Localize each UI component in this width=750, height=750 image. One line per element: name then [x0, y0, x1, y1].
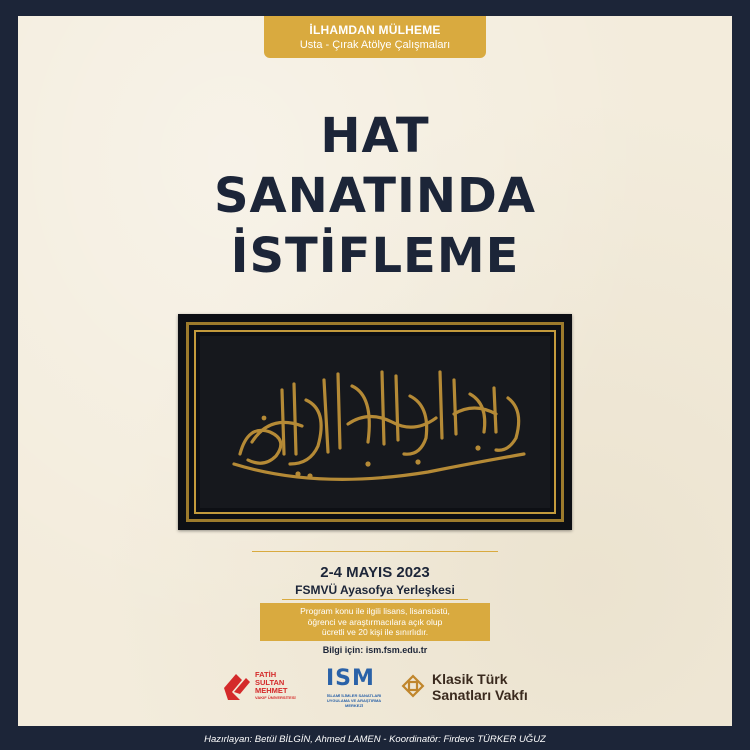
- event-date: 2-4 MAYIS 2023: [320, 564, 430, 581]
- ktsv-line-2: Sanatları Vakfı: [432, 687, 528, 703]
- fsmvu-line-3: MEHMET: [255, 686, 288, 695]
- ktsv-logo: [398, 664, 538, 708]
- credits-footer: Hazırlayan: Betül BİLGİN, Ahmed LAMEN - Koordinatör: Firdevs TÜRKER UĞUZ: [204, 734, 546, 745]
- fsmvu-logo: [222, 664, 312, 708]
- badge-subtitle: Usta - Çırak Atölye Çalışmaları: [299, 39, 451, 51]
- divider-bottom: [282, 599, 468, 600]
- badge-title: İLHAMDAN MÜLHEME: [309, 23, 441, 37]
- logo-row: [0, 664, 750, 708]
- title-line-3: İSTİFLEME: [230, 228, 520, 284]
- title-line-1: HAT: [320, 108, 430, 164]
- ktsv-emblem-icon: [398, 670, 428, 702]
- note-line-1: Program konu ile ilgili lisans, lisansüstü,: [300, 606, 450, 616]
- ism-mark: ISM: [326, 666, 375, 691]
- ism-line-2: UYGULAMA VE ARAŞTIRMA MERKEZİ: [326, 698, 382, 708]
- note-line-2: öğrenci ve araştırmacılara açık olup: [307, 616, 443, 627]
- info-link[interactable]: Bilgi için: ism.fsm.edu.tr: [322, 645, 428, 655]
- participation-note: [260, 603, 490, 641]
- ktsv-line-1: Klasik Türk: [432, 671, 508, 687]
- fsmvu-line-1: FATİH: [255, 670, 277, 679]
- calligraphy-artwork: [178, 314, 572, 530]
- fsmvu-line-2: SULTAN: [255, 678, 285, 687]
- fsmvu-emblem-icon: [222, 670, 252, 704]
- ism-line-1: İSLAMİ İLİMLER SANATLARI: [326, 693, 382, 698]
- divider-top: [252, 551, 498, 552]
- event-venue: FSMVÜ Ayasofya Yerleşkesi: [295, 583, 455, 597]
- calligraphy-panel: [178, 314, 572, 530]
- ism-logo: [322, 664, 386, 708]
- title-line-2: SANATINDA: [213, 168, 537, 224]
- program-badge: [264, 16, 486, 58]
- note-line-3: ücretli ve 20 kişi ile sınırlıdır.: [321, 627, 429, 637]
- fsmvu-line-4: VAKIF ÜNİVERSİTESİ: [255, 695, 296, 700]
